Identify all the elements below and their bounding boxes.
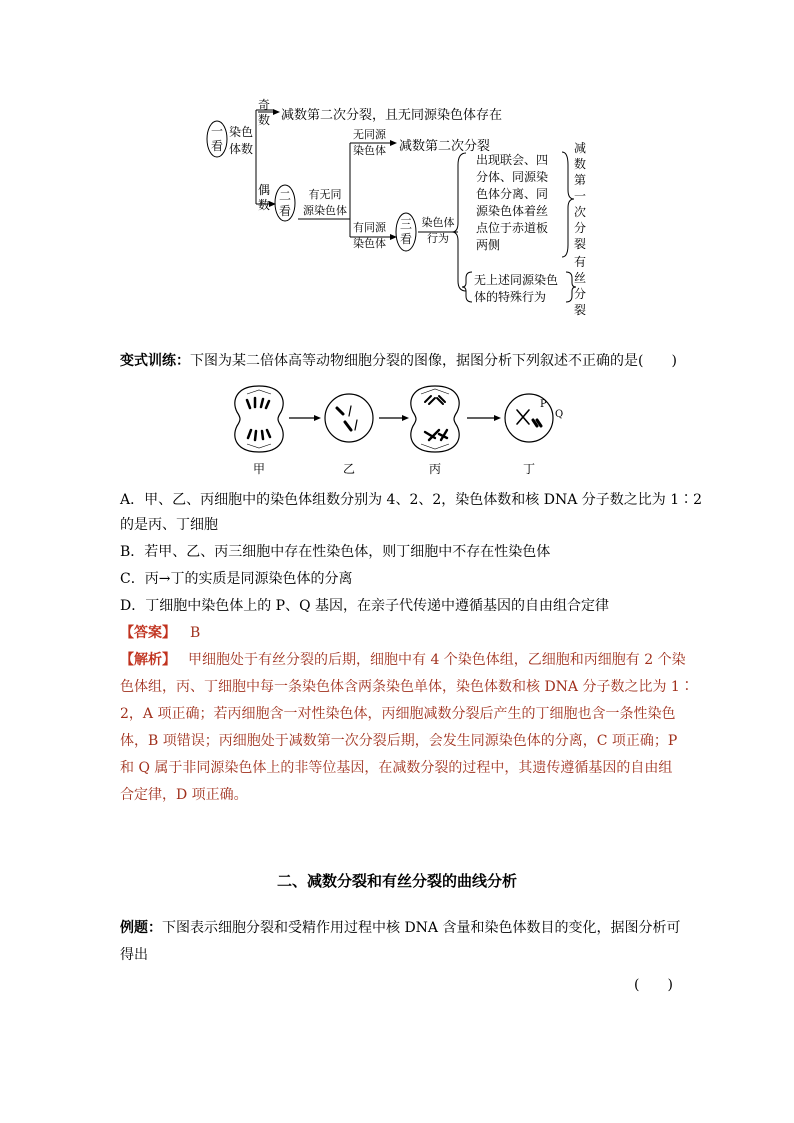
answer-blank: ( ) xyxy=(634,977,673,993)
flow-yikan-2: 看 xyxy=(210,139,223,153)
flow-behavior2-line: 无上述同源染色 xyxy=(474,273,559,287)
flow-meiosis1-char: 裂 xyxy=(573,237,586,251)
option-b: B．若甲、乙、丙三细胞中存在性染色体，则丁细胞中不存在性染色体 xyxy=(120,544,551,560)
flow-behavior1-line: 出现联会、四 xyxy=(476,153,549,167)
option-a-cont: 的是丙、丁细胞 xyxy=(120,517,218,533)
flow-xingwei-1: 染色体 xyxy=(421,216,455,229)
cell-label-yi: 乙 xyxy=(343,462,356,476)
flow-jishu xyxy=(258,98,270,128)
option-d: D．丁细胞中染色体上的 P、Q 基因，在亲子代传递中遵循基因的自由组合定律 xyxy=(120,598,610,614)
analysis-text: 甲细胞处于有丝分裂的后期，细胞中有 4 个染色体组，乙细胞和丙细胞有 2 个染 xyxy=(188,652,686,668)
example-line-2: 得出 xyxy=(120,947,148,963)
answer-line xyxy=(120,624,200,642)
flow-behavior1-line: 点位于赤道板 xyxy=(476,221,549,235)
flow-behavior2-line: 体的特殊行为 xyxy=(474,290,547,304)
flow-youwu-1: 有无同 xyxy=(308,188,342,201)
flow-oushu-1: 偶 xyxy=(258,183,271,197)
flow-jishu-2: 数 xyxy=(258,113,271,127)
flow-erkan-1: 二 xyxy=(278,189,291,203)
flow-ji-result: 减数第二次分裂，且无同源染色体存在 xyxy=(281,108,503,123)
flow-jishu-1: 奇 xyxy=(258,98,271,112)
flow-youtongyuan xyxy=(353,220,386,252)
flow-oushu-2: 数 xyxy=(258,198,271,212)
flow-wutongyuan xyxy=(353,127,386,159)
flow-xingwei-2: 行为 xyxy=(427,232,449,245)
flow-mitosis-char: 丝 xyxy=(573,271,586,285)
flow-meiosis1-char: 数 xyxy=(573,157,586,171)
answer-label: 【答案】 xyxy=(120,625,176,641)
flow-wutongyuan-1: 无同源 xyxy=(353,128,386,141)
example-line-1 xyxy=(120,919,680,937)
flow-xingwei xyxy=(418,215,458,247)
flow-ransetishu-1: 染色 xyxy=(229,125,254,139)
flow-meiosis1-char: 减 xyxy=(573,141,586,155)
flow-sankan xyxy=(399,217,413,247)
exercise-question: 下图为某二倍体高等动物细胞分裂的图像，据图分析下列叙述不正确的是( ) xyxy=(190,353,677,369)
flow-meiosis1 xyxy=(573,140,587,252)
flow-youwu xyxy=(299,187,351,219)
analysis-line-6: 合定律，D 项正确。 xyxy=(120,787,248,803)
section-title: 二、减数分裂和有丝分裂的曲线分析 xyxy=(276,872,517,890)
gene-p-label: P xyxy=(540,399,547,410)
analysis-line-4: 体，B 项错误；丙细胞处于减数第一次分裂后期，会发生同源染色体的分离，C 项正确；P xyxy=(120,733,678,749)
cell-label-bing: 丙 xyxy=(429,462,442,476)
example-text: 下图表示细胞分裂和受精作用过程中核 DNA 含量和染色体数目的变化，据图分析可 xyxy=(162,920,681,936)
flow-mitosis-char: 分 xyxy=(573,287,586,301)
exercise-stem xyxy=(120,352,677,370)
analysis-line-5: 和 Q 属于非同源染色体上的非等位基因，在减数分裂的过程中，其遗传遵循基因的自由组 xyxy=(120,760,673,776)
flow-mitosis-char: 裂 xyxy=(573,303,586,317)
flow-ransetishu-2: 体数 xyxy=(229,142,254,156)
flow-erkan-2: 看 xyxy=(278,204,291,218)
analysis-line-2: 色体组，丙、丁细胞中每一条染色体含两条染色单体，染色体数和核 DNA 分子数之比为 1∶ xyxy=(120,679,694,695)
analysis-label: 【解析】 xyxy=(120,652,176,668)
flow-mitosis xyxy=(573,254,587,318)
flow-behavior1-line: 色体分离、同 xyxy=(476,187,549,201)
gene-q-label: Q xyxy=(555,409,564,420)
flow-yikan-1: 一 xyxy=(210,124,223,138)
example-label: 例题： xyxy=(120,920,162,936)
flow-wu-result: 减数第二次分裂 xyxy=(399,139,491,154)
flow-yikan xyxy=(210,124,224,154)
analysis-line-3: 2，A 项正确；若丙细胞含一对性染色体，丙细胞减数分裂后产生的丁细胞也含一条性染色 xyxy=(120,706,676,722)
flow-youtongyuan-2: 染色体 xyxy=(353,237,386,250)
flow-sankan-2: 看 xyxy=(399,232,412,246)
flow-erkan xyxy=(278,189,292,219)
flow-behavior2 xyxy=(474,272,558,306)
flow-meiosis1-char: 次 xyxy=(573,205,586,219)
flow-meiosis1-char: 第 xyxy=(573,173,586,187)
answer-value: B xyxy=(190,625,201,641)
analysis-line-1 xyxy=(120,651,686,669)
option-a: A．甲、乙、丙细胞中的染色体组数分别为 4、2、2，染色体数和核 DNA 分子数之比为 1∶2 xyxy=(120,492,703,508)
flow-ransetishu xyxy=(229,124,253,158)
flow-behavior1-line: 源染色体着丝 xyxy=(476,204,549,218)
flow-wutongyuan-2: 染色体 xyxy=(353,144,386,157)
option-c: C．丙→丁的实质是同源染色体的分离 xyxy=(120,571,353,587)
flow-meiosis1-char: 一 xyxy=(573,189,586,203)
flow-youwu-2: 源染色体 xyxy=(303,204,347,217)
flow-behavior1-line: 两侧 xyxy=(476,238,501,252)
flow-mitosis-char: 有 xyxy=(573,255,586,269)
flow-oushu xyxy=(258,183,270,213)
flow-youtongyuan-1: 有同源 xyxy=(353,221,386,234)
flow-behavior1 xyxy=(476,152,548,254)
cell-label-ding: 丁 xyxy=(523,462,536,476)
flow-behavior1-line: 分体、同源染 xyxy=(476,170,549,184)
exercise-label: 变式训练： xyxy=(120,353,190,369)
flow-meiosis1-char: 分 xyxy=(573,221,586,235)
cell-label-jia: 甲 xyxy=(253,462,266,476)
flow-sankan-1: 三 xyxy=(399,217,412,231)
